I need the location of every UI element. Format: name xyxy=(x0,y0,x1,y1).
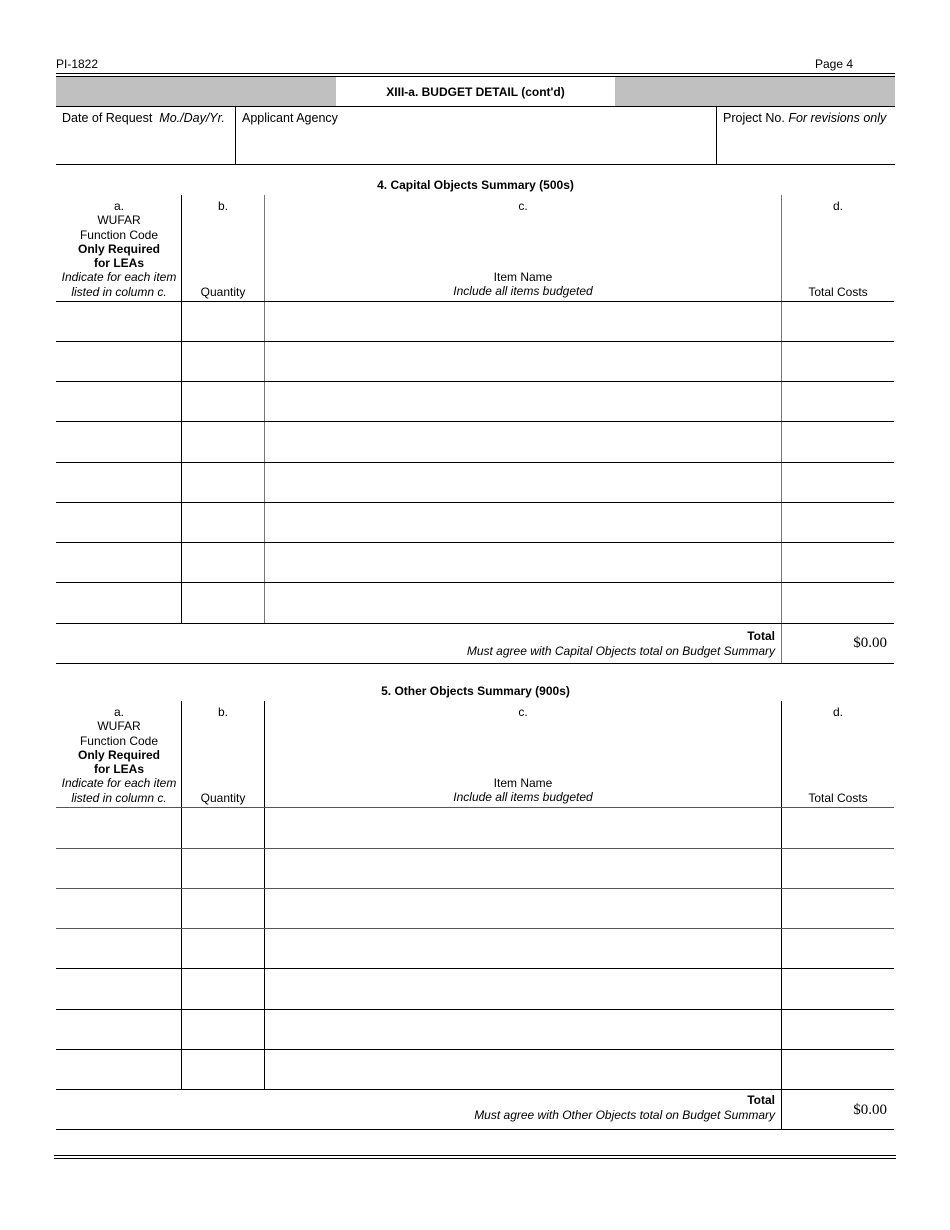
col-a-line2: Function Code xyxy=(79,227,159,242)
form-id: PI-1822 xyxy=(56,57,99,71)
capital-total-label xyxy=(300,629,775,658)
capital-col-c-label xyxy=(265,270,781,299)
other-function-code-input[interactable] xyxy=(56,929,181,968)
other-quantity-input[interactable] xyxy=(182,969,264,1009)
date-format: Mo./Day/Yr. xyxy=(159,111,225,125)
capital-quantity-input[interactable] xyxy=(182,422,264,462)
other-function-code-input[interactable] xyxy=(56,849,181,888)
col-a-letter: a. xyxy=(113,705,124,719)
capital-item-name-input[interactable] xyxy=(265,302,781,341)
capital-quantity-input[interactable] xyxy=(182,543,264,582)
capital-row-rule xyxy=(56,623,894,624)
capital-bottom-rule xyxy=(56,663,894,664)
other-col-b-letter: b. xyxy=(217,705,228,719)
capital-quantity-input[interactable] xyxy=(182,463,264,502)
other-item-name-input[interactable] xyxy=(265,808,781,848)
capital-quantity-input[interactable] xyxy=(182,382,264,421)
capital-total-cost-input[interactable] xyxy=(782,422,894,462)
header-fields-row xyxy=(56,107,895,165)
capital-col-a-header xyxy=(56,199,182,299)
capital-quantity-input[interactable] xyxy=(182,342,264,381)
other-function-code-input[interactable] xyxy=(56,1010,181,1049)
capital-total-cost-input[interactable] xyxy=(782,503,894,542)
capital-total-cost-input[interactable] xyxy=(782,583,894,623)
capital-function-code-input[interactable] xyxy=(56,422,181,462)
other-item-name-input[interactable] xyxy=(265,1050,781,1089)
capital-col-b-label: Quantity xyxy=(200,285,246,299)
col-a-letter: a. xyxy=(113,199,124,213)
agency-label: Applicant Agency xyxy=(242,111,338,125)
col-a-line6: listed in column c. xyxy=(71,284,167,299)
other-quantity-input[interactable] xyxy=(182,929,264,968)
capital-col-c-letter: c. xyxy=(518,199,528,213)
other-total-value: $0.00 xyxy=(853,1102,887,1118)
other-col-a-header xyxy=(56,705,182,805)
col-a-line3: Only Required xyxy=(77,747,160,762)
other-item-name-input[interactable] xyxy=(265,929,781,968)
project-number-field[interactable] xyxy=(716,107,895,164)
capital-function-code-input[interactable] xyxy=(56,583,181,623)
capital-item-name-input[interactable] xyxy=(265,342,781,381)
other-function-code-input[interactable] xyxy=(56,969,181,1009)
page-number: Page 4 xyxy=(815,57,854,71)
capital-total-cost-input[interactable] xyxy=(782,463,894,502)
capital-total-word: Total xyxy=(747,629,775,643)
other-item-name-input[interactable] xyxy=(265,969,781,1009)
capital-col-b-letter: b. xyxy=(217,199,228,213)
other-quantity-input[interactable] xyxy=(182,1010,264,1049)
other-section-title: 5. Other Objects Summary (900s) xyxy=(381,684,570,698)
capital-item-name-input[interactable] xyxy=(265,422,781,462)
col-a-line1: WUFAR xyxy=(97,719,141,734)
capital-item-name-input[interactable] xyxy=(265,463,781,502)
other-bottom-rule xyxy=(56,1129,894,1130)
capital-function-code-input[interactable] xyxy=(56,302,181,341)
other-function-code-input[interactable] xyxy=(56,889,181,928)
other-total-cost-input[interactable] xyxy=(782,889,894,928)
capital-total-cost-input[interactable] xyxy=(782,302,894,341)
capital-item-name-input[interactable] xyxy=(265,543,781,582)
capital-function-code-input[interactable] xyxy=(56,342,181,381)
capital-col-d-letter: d. xyxy=(832,199,843,213)
capital-quantity-input[interactable] xyxy=(182,503,264,542)
col-c-note: Include all items budgeted xyxy=(453,790,593,805)
other-item-name-input[interactable] xyxy=(265,889,781,928)
col-a-line2: Function Code xyxy=(79,733,159,748)
other-total-note: Must agree with Other Objects total on Budget Summary xyxy=(474,1107,775,1122)
other-total-cost-input[interactable] xyxy=(782,1010,894,1049)
col-a-line4: for LEAs xyxy=(93,762,144,777)
capital-function-code-input[interactable] xyxy=(56,382,181,421)
other-col-c-letter: c. xyxy=(518,705,528,719)
capital-function-code-input[interactable] xyxy=(56,463,181,502)
capital-total-cost-input[interactable] xyxy=(782,342,894,381)
other-quantity-input[interactable] xyxy=(182,1050,264,1089)
other-quantity-input[interactable] xyxy=(182,889,264,928)
project-label: Project No. xyxy=(723,111,785,125)
capital-item-name-input[interactable] xyxy=(265,583,781,623)
other-row-rule xyxy=(56,1089,894,1090)
other-total-label xyxy=(300,1093,775,1122)
other-item-name-input[interactable] xyxy=(265,1010,781,1049)
capital-total-cost-input[interactable] xyxy=(782,543,894,582)
col-a-line4: for LEAs xyxy=(93,256,144,271)
col-a-line6: listed in column c. xyxy=(71,790,167,805)
other-quantity-input[interactable] xyxy=(182,808,264,848)
other-total-cost-input[interactable] xyxy=(782,808,894,848)
other-total-cost-input[interactable] xyxy=(782,1050,894,1089)
other-function-code-input[interactable] xyxy=(56,1050,181,1089)
capital-quantity-input[interactable] xyxy=(182,583,264,623)
capital-col-d-label: Total Costs xyxy=(808,285,868,299)
other-col-b-label: Quantity xyxy=(200,791,246,805)
project-note: For revisions only xyxy=(788,111,887,125)
capital-total-cost-input[interactable] xyxy=(782,382,894,421)
col-c-note: Include all items budgeted xyxy=(453,284,593,299)
page-title: XIII-a. BUDGET DETAIL (cont'd) xyxy=(336,77,615,106)
col-a-line3: Only Required xyxy=(77,241,160,256)
other-item-name-input[interactable] xyxy=(265,849,781,888)
applicant-agency-field[interactable] xyxy=(235,107,716,164)
col-c-label: Item Name xyxy=(493,270,553,284)
other-total-cost-input[interactable] xyxy=(782,929,894,968)
other-quantity-input[interactable] xyxy=(182,849,264,888)
other-total-cost-input[interactable] xyxy=(782,849,894,888)
other-total-cost-input[interactable] xyxy=(782,969,894,1009)
capital-item-name-input[interactable] xyxy=(265,382,781,421)
col-a-line5: Indicate for each item xyxy=(61,270,177,285)
other-col-c-label xyxy=(265,776,781,805)
capital-total-value: $0.00 xyxy=(853,635,887,651)
col-a-line1: WUFAR xyxy=(97,213,141,228)
capital-function-code-input[interactable] xyxy=(56,543,181,582)
capital-total-note: Must agree with Capital Objects total on Budget Summary xyxy=(466,643,775,658)
capital-section-title: 4. Capital Objects Summary (500s) xyxy=(377,178,574,192)
capital-quantity-input[interactable] xyxy=(182,302,264,341)
col-c-label: Item Name xyxy=(493,776,553,790)
other-total-word: Total xyxy=(747,1093,775,1107)
capital-function-code-input[interactable] xyxy=(56,503,181,542)
bottom-rule xyxy=(54,1155,896,1159)
other-col-d-label: Total Costs xyxy=(808,791,868,805)
other-col-d-letter: d. xyxy=(832,705,843,719)
date-of-request-field[interactable] xyxy=(56,107,235,164)
col-a-line5: Indicate for each item xyxy=(61,776,177,791)
date-label: Date of Request xyxy=(62,111,153,125)
capital-item-name-input[interactable] xyxy=(265,503,781,542)
other-function-code-input[interactable] xyxy=(56,808,181,848)
